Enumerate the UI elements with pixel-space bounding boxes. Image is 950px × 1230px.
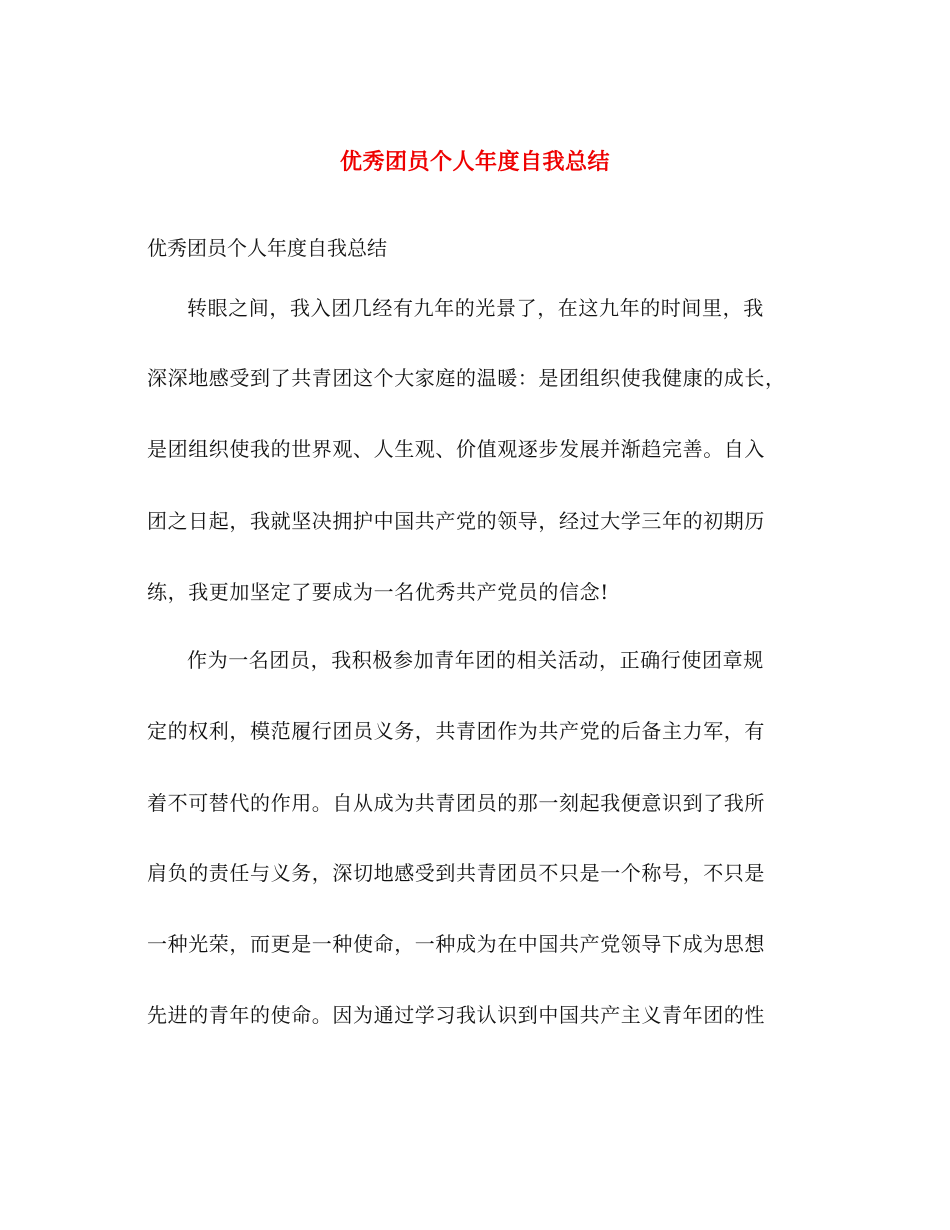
paragraph-1-line-3: 是团组织使我的世界观、人生观、价值观逐步发展并渐趋完善。自入 [147,437,765,461]
paragraph-1-line-2: 深深地感受到了共青团这个大家庭的温暖：是团组织使我健康的成长， [147,366,786,390]
paragraph-2-line-2: 定的权利，模范履行团员义务，共青团作为共产党的后备主力军，有 [147,719,765,743]
document-subtitle: 优秀团员个人年度自我总结 [147,236,387,260]
paragraph-2-line-3: 着不可替代的作用。自从成为共青团员的那一刻起我便意识到了我所 [147,791,765,815]
paragraph-2-line-4: 肩负的责任与义务，深切地感受到共青团员不只是一个称号，不只是 [147,861,765,885]
paragraph-1-line-1: 转眼之间，我入团几经有九年的光景了，在这九年的时间里，我 [187,296,764,320]
paragraph-2-line-5: 一种光荣，而更是一种使命，一种成为在中国共产党领导下成为思想 [147,932,765,956]
paragraph-2-line-6: 先进的青年的使命。因为通过学习我认识到中国共产主义青年团的性 [147,1003,765,1027]
paragraph-1-line-4: 团之日起，我就坚决拥护中国共产党的领导，经过大学三年的初期历 [147,509,765,533]
document-title: 优秀团员个人年度自我总结 [339,149,610,175]
paragraph-1-line-5: 练，我更加坚定了要成为一名优秀共产党员的信念! [147,580,609,604]
paragraph-2-line-1: 作为一名团员，我积极参加青年团的相关活动，正确行使团章规 [187,648,764,672]
